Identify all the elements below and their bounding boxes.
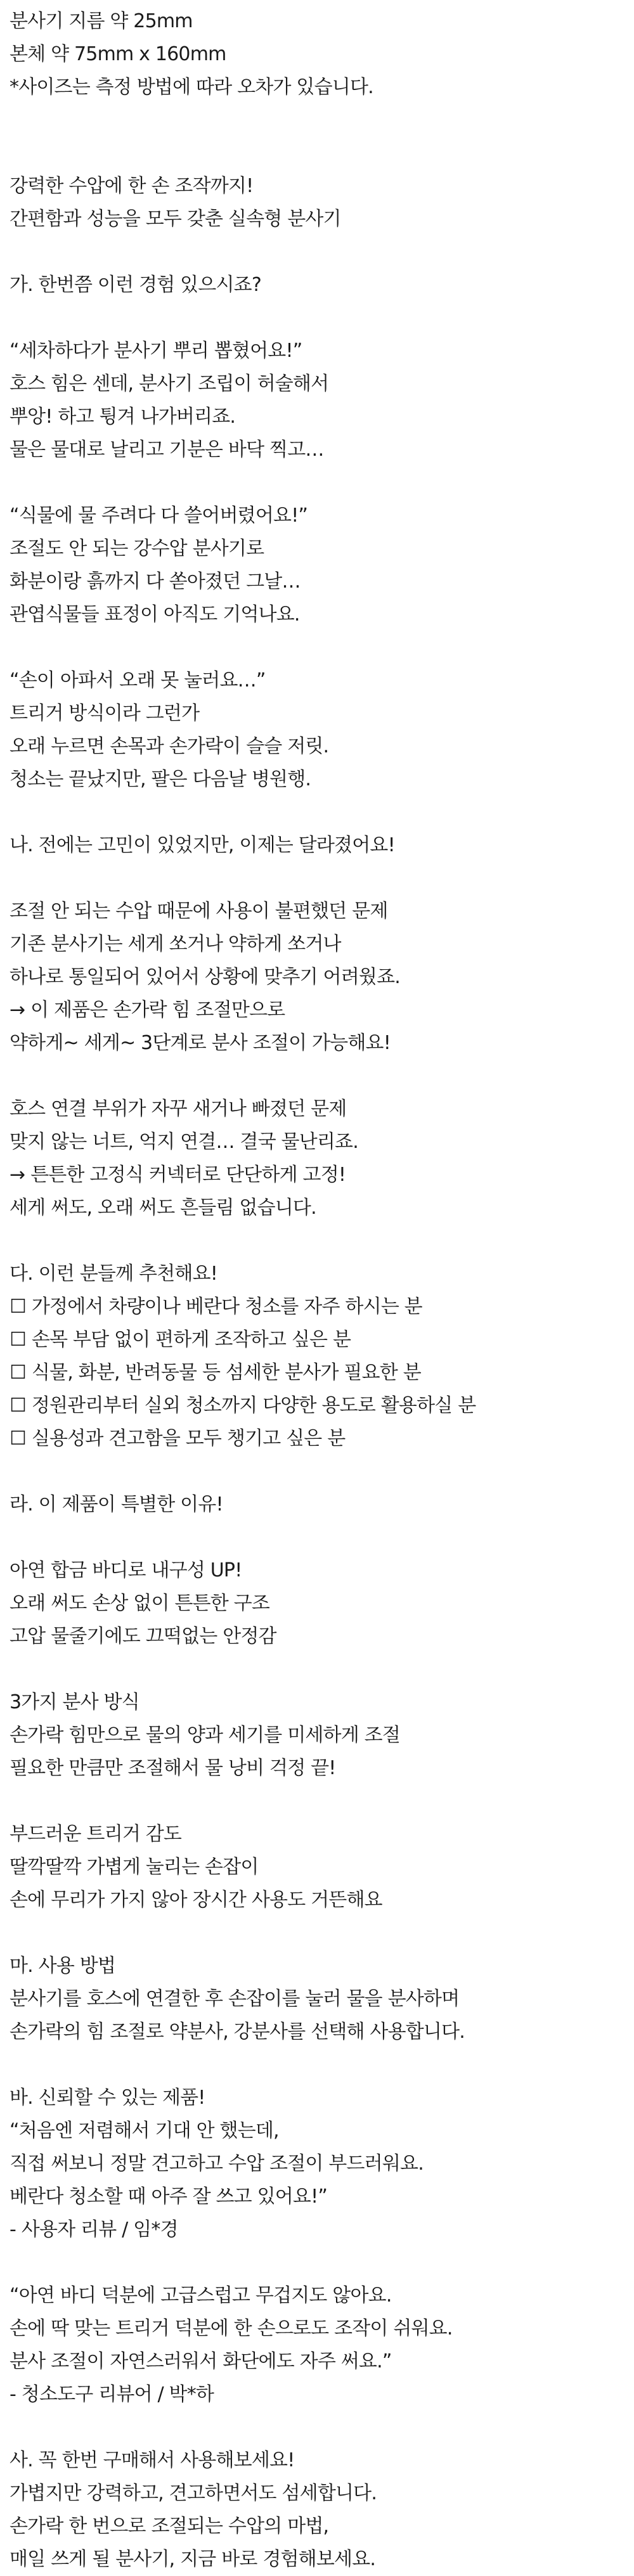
text-line: 손가락의 힘 조절로 약분사, 강분사를 선택해 사용합니다.	[10, 2021, 465, 2043]
text-line: 부드러운 트리거 감도	[10, 1823, 182, 1845]
text-line: 화분이랑 흙까지 다 쏟아졌던 그날…	[10, 570, 301, 593]
text-line: 청소는 끝났지만, 팔은 다음날 병원행.	[10, 768, 311, 790]
blank-line	[10, 862, 628, 895]
text-line: 매일 쓰게 될 분사기, 지금 바로 경험해보세요.	[10, 2548, 376, 2570]
blank-line	[10, 236, 628, 269]
blank-line	[10, 1225, 628, 1258]
text-line: 오래 누르면 손목과 손가락이 슬슬 저릿.	[10, 735, 329, 757]
text-line: 고압 물줄기에도 끄떡없는 안정감	[10, 1625, 276, 1647]
text-line: 조절 안 되는 수압 때문에 사용이 불편했던 문제	[10, 900, 388, 922]
text-line: 호스 연결 부위가 자꾸 새거나 빠졌던 문제	[10, 1098, 347, 1120]
text-line: 아연 합금 바디로 내구성 UP!	[10, 1559, 242, 1581]
blank-line	[10, 1653, 628, 1686]
text-line: 분사 조절이 자연스러워서 화단에도 자주 써요.”	[10, 2350, 392, 2373]
text-line: 손가락 힘만으로 물의 양과 세기를 미세하게 조절	[10, 1724, 401, 1746]
blank-line	[10, 631, 628, 664]
text-line: 강력한 수압에 한 손 조작까지!	[10, 175, 254, 197]
text-line: ☐ 가정에서 차량이나 베란다 청소를 자주 하시는 분	[10, 1296, 422, 1318]
text-line: 라. 이 제품이 특별한 이유!	[10, 1493, 223, 1516]
text-line: ☐ 식물, 화분, 반려동물 등 섬세한 분사가 필요한 분	[10, 1362, 421, 1384]
text-line: 직접 써보니 정말 견고하고 수압 조절이 부드러워요.	[10, 2153, 424, 2175]
text-line: 맞지 않는 너트, 억지 연결… 결국 물난리죠.	[10, 1131, 358, 1153]
text-line: “손이 아파서 오래 못 눌러요…”	[10, 669, 266, 692]
text-line: 세게 써도, 오래 써도 흔들림 없습니다.	[10, 1197, 316, 1219]
text-line: 바. 신뢰할 수 있는 제품!	[10, 2087, 205, 2109]
text-line: ☐ 실용성과 견고함을 모두 챙기고 싶은 분	[10, 1427, 346, 1450]
blank-line	[10, 2246, 628, 2279]
text-line: “아연 바디 덕분에 고급스럽고 무겁지도 않아요.	[10, 2284, 392, 2307]
text-line: 조절도 안 되는 강수압 분사기로	[10, 538, 264, 560]
blank-line	[10, 1917, 628, 1950]
blank-line	[10, 302, 628, 335]
text-line: 기존 분사기는 세게 쏘거나 약하게 쏘거나	[10, 933, 341, 955]
text-line: 가. 한번쯤 이런 경험 있으시죠?	[10, 274, 261, 296]
product-description	[10, 5, 628, 2576]
text-line: 가볍지만 강력하고, 견고하면서도 섬세합니다.	[10, 2482, 377, 2504]
text-line: 나. 전에는 고민이 있었지만, 이제는 달라졌어요!	[10, 834, 395, 856]
text-line: “세차하다가 분사기 뿌리 뽑혔어요!”	[10, 340, 302, 362]
blank-line	[10, 104, 628, 137]
text-line: 손가락 한 번으로 조절되는 수압의 마법,	[10, 2515, 329, 2537]
text-line: 호스 힘은 센데, 분사기 조립이 허술해서	[10, 373, 329, 395]
text-line: 간편함과 성능을 모두 갖춘 실속형 분사기	[10, 208, 341, 230]
blank-line	[10, 1060, 628, 1093]
text-line: → 튼튼한 고정식 커넥터로 단단하게 고정!	[10, 1164, 346, 1186]
text-line: 분사기 지름 약 25mm	[10, 10, 193, 32]
blank-line	[10, 1455, 628, 1488]
text-line: 오래 써도 손상 없이 튼튼한 구조	[10, 1592, 270, 1614]
text-line: 다. 이런 분들께 추천해요!	[10, 1263, 217, 1285]
text-line: 뿌앙! 하고 튕겨 나가버리죠.	[10, 406, 236, 428]
text-line: 딸깍딸깍 가볍게 눌리는 손잡이	[10, 1856, 259, 1878]
text-line: 사. 꼭 한번 구매해서 사용해보세요!	[10, 2449, 295, 2471]
text-line: 약하게~ 세게~ 3단계로 분사 조절이 가능해요!	[10, 1032, 391, 1054]
text-line: ☐ 정원관리부터 실외 청소까지 다양한 용도로 활용하실 분	[10, 1394, 476, 1417]
text-line: 마. 사용 방법	[10, 1955, 116, 1977]
text-line: 트리거 방식이라 그런가	[10, 702, 200, 724]
text-line: 하나로 통일되어 있어서 상황에 맞추기 어려웠죠.	[10, 966, 401, 988]
blank-line	[10, 796, 628, 829]
blank-line	[10, 2049, 628, 2082]
blank-line	[10, 1521, 628, 1554]
text-line: 필요한 만큼만 조절해서 물 낭비 걱정 끝!	[10, 1757, 336, 1779]
text-line: 3가지 분사 방식	[10, 1691, 139, 1713]
text-line: 분사기를 호스에 연결한 후 손잡이를 눌러 물을 분사하며	[10, 1988, 460, 2010]
text-line: 손에 무리가 가지 않아 장시간 사용도 거뜬해요	[10, 1889, 382, 1911]
text-line: “식물에 물 주려다 다 쓸어버렸어요!”	[10, 505, 308, 527]
text-line: “처음엔 저렴해서 기대 안 했는데,	[10, 2120, 279, 2142]
text-line: 손에 딱 맞는 트리거 덕분에 한 손으로도 조작이 쉬워요.	[10, 2317, 453, 2340]
blank-line	[10, 2411, 628, 2444]
text-line: - 사용자 리뷰 / 임*경	[10, 2219, 178, 2241]
text-line: 본체 약 75mm x 160mm	[10, 43, 226, 65]
text-line: 물은 물대로 날리고 기분은 바닥 찍고…	[10, 439, 324, 461]
blank-line	[10, 467, 628, 499]
text-line: → 이 제품은 손가락 힘 조절만으로	[10, 999, 285, 1021]
text-line: 베란다 청소할 때 아주 잘 쓰고 있어요!”	[10, 2186, 328, 2208]
text-line: - 청소도구 리뷰어 / 박*하	[10, 2383, 214, 2405]
text-line: 관엽식물들 표정이 아직도 기억나요.	[10, 603, 300, 626]
blank-line	[10, 137, 628, 170]
text-line: *사이즈는 측정 방법에 따라 오차가 있습니다.	[10, 76, 373, 98]
text-line: ☐ 손목 부담 없이 편하게 조작하고 싶은 분	[10, 1329, 351, 1351]
blank-line	[10, 1785, 628, 1818]
